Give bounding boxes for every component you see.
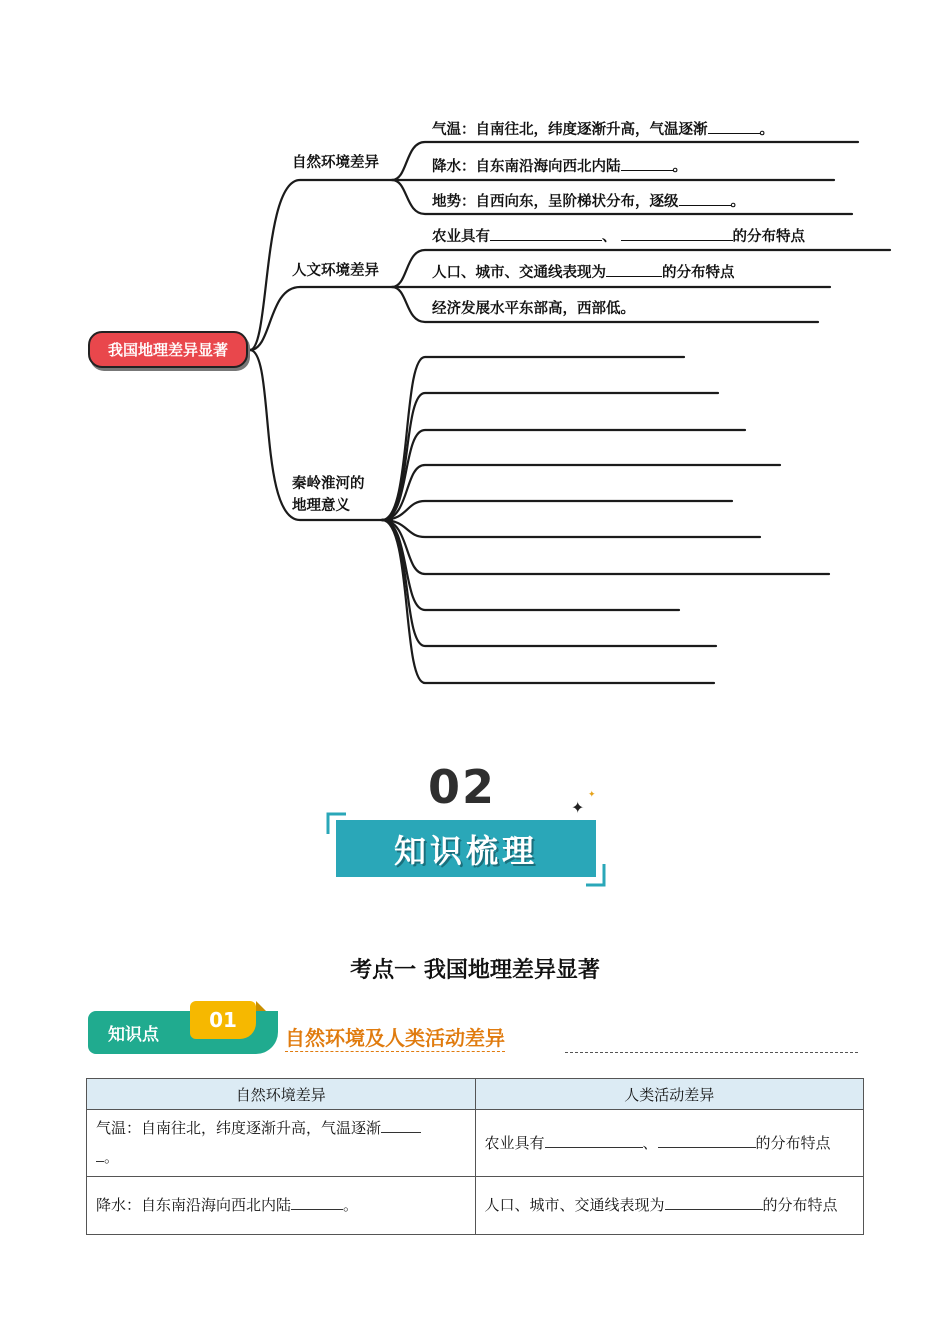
table-header-row — [87, 1079, 864, 1110]
cell-text-end: 的分布特点 — [762, 1196, 838, 1214]
leaf-precipitation-text: 降水：自东南沿海向西北内陆 — [432, 159, 621, 175]
branch-qinling-label-line2: 地理意义 — [292, 498, 350, 514]
table-header-natural: 自然环境差异 — [87, 1079, 476, 1110]
fill-blank[interactable] — [381, 1118, 421, 1133]
cell-text: 降水：自东南沿海向西北内陆 — [96, 1196, 292, 1214]
leaf-agriculture — [432, 225, 805, 246]
cell-text-end: 。 — [343, 1196, 359, 1214]
leaf-temperature-end: 。 — [759, 122, 774, 138]
root-node-label: 我国地理差异显著 — [107, 341, 228, 359]
leaf-population-end: 的分布特点 — [662, 265, 735, 281]
section-title-banner — [336, 820, 596, 877]
connector-root-human — [250, 287, 392, 350]
fill-blank[interactable] — [708, 119, 760, 134]
knowledge-point-label: 知识点 — [108, 1025, 159, 1045]
root-node — [88, 331, 248, 368]
leaf-temperature — [432, 118, 774, 139]
table-cell — [87, 1110, 476, 1177]
difference-table — [86, 1078, 864, 1235]
cell-text: 人口、城市、交通线表现为 — [484, 1196, 665, 1214]
branch-human-label: 人文环境差异 — [292, 263, 379, 279]
tag-fold-decoration — [256, 1001, 266, 1011]
blank-line-5 — [382, 501, 732, 520]
dotted-divider — [565, 1052, 858, 1053]
cell-text-end: 的分布特点 — [755, 1133, 831, 1152]
table-header-human: 人类活动差异 — [475, 1079, 864, 1110]
fill-blank[interactable] — [658, 1133, 756, 1148]
leaf-temperature-text: 气温：自南往北，纬度逐渐升高，气温逐渐 — [432, 122, 708, 138]
blank-line-3 — [382, 430, 745, 520]
fill-blank[interactable] — [621, 226, 733, 241]
blank-line-10 — [382, 520, 714, 683]
fill-blank[interactable] — [490, 226, 602, 241]
leaf-terrain-text: 地势：自西向东，呈阶梯状分布，逐级 — [432, 194, 679, 210]
fill-blank[interactable] — [665, 1195, 763, 1210]
leaf-precipitation-end: 。 — [672, 159, 687, 175]
branch-qinling-label — [292, 473, 365, 517]
sparkle-icon: ✦ — [571, 798, 585, 817]
fill-blank[interactable] — [606, 262, 662, 277]
exam-point-title: 考点一 我国地理差异显著 — [350, 958, 600, 983]
blank-line-6 — [382, 520, 760, 537]
branch-qinling-label-line1: 秦岭淮河的 — [292, 476, 365, 492]
leaf-population — [432, 261, 735, 282]
blank-line-4 — [382, 465, 780, 520]
cell-text-end: 。 — [104, 1148, 120, 1166]
leaf-economy: 经济发展水平东部高，西部低。 — [432, 301, 635, 317]
cell-text: 气温：自南往北，纬度逐渐升高，气温逐渐 — [96, 1119, 382, 1137]
branch-natural-label: 自然环境差异 — [292, 155, 379, 171]
cell-text: 农业具有 — [484, 1133, 545, 1152]
blank-line-9 — [382, 520, 716, 646]
leaf-agriculture-text: 农业具有 — [432, 229, 490, 245]
section-number: 02 — [428, 760, 497, 814]
fill-blank[interactable] — [96, 1147, 104, 1162]
fill-blank[interactable] — [679, 191, 731, 206]
table-cell — [475, 1110, 864, 1177]
fill-blank[interactable] — [621, 156, 673, 171]
leaf-terrain — [432, 190, 745, 211]
leaf-precipitation — [432, 155, 687, 176]
blank-line-1 — [382, 357, 684, 520]
section-title: 知识梳理 — [393, 831, 538, 870]
table-cell — [475, 1177, 864, 1235]
knowledge-point-title: 自然环境及人类活动差异 — [285, 1022, 505, 1052]
leaf-agriculture-end: 的分布特点 — [732, 229, 805, 245]
blank-line-7 — [382, 520, 829, 574]
table-row — [87, 1110, 864, 1177]
leaf-population-text: 人口、城市、交通线表现为 — [432, 265, 606, 281]
fill-blank[interactable] — [291, 1195, 343, 1210]
leaf-terrain-end: 。 — [730, 194, 745, 210]
knowledge-point-number: 01 — [190, 1001, 256, 1039]
blank-line-8 — [382, 520, 679, 610]
table-row — [87, 1177, 864, 1235]
fill-blank[interactable] — [545, 1133, 643, 1148]
cell-text-sep: 、 — [642, 1133, 658, 1152]
sparkle-small-icon: ✦ — [588, 790, 596, 800]
leaf-agriculture-sep: 、 — [602, 229, 617, 245]
table-cell — [87, 1177, 476, 1235]
